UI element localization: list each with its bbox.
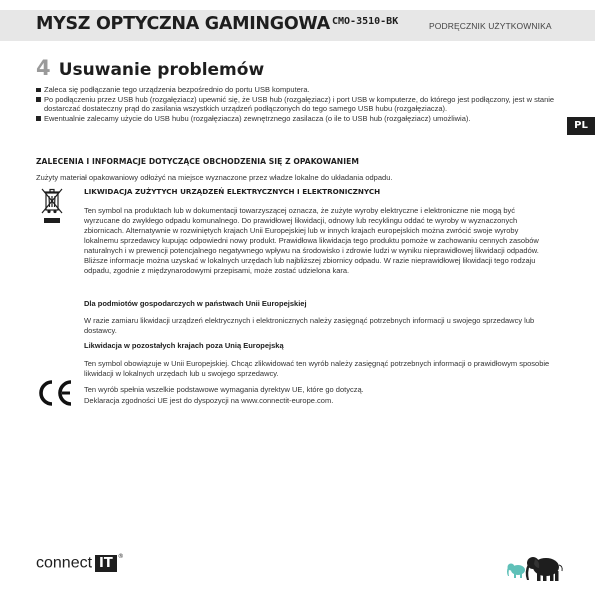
document-title: MYSZ OPTYCZNA GAMINGOWA: [36, 14, 330, 34]
language-badge: PL: [567, 117, 595, 135]
elephants-icon: [506, 552, 566, 582]
brand-badge: IT: [95, 555, 117, 572]
crossed-out-bin-icon: [40, 187, 64, 225]
weee-title: LIKWIDACJA ZUŻYTYCH URZĄDZEŃ ELEKTRYCZNYCH I ELEKTRONICZNYCH: [84, 187, 381, 196]
list-item: Po podłączeniu przez USB hub (rozgałęziacz) upewnić się, że USB hub (rozgałęziacz) i port USB w komputerze, do którego jest podłączony, jest w stanie dostarczać dostateczny prąd do zasilania wszystkich urządzeń podłączonych do tego samego USB hubu (rozgałęziacza).: [36, 95, 556, 114]
list-item: Zaleca się podłączanie tego urządzenia bezpośrednio do portu USB komputera.: [36, 85, 556, 95]
ce-mark-icon: [36, 378, 76, 408]
manual-label: PODRĘCZNIK UŻYTKOWNIKA: [429, 21, 552, 31]
section-title: Usuwanie problemów: [58, 60, 265, 80]
troubleshooting-list: [36, 85, 556, 123]
list-item: Ewentualnie zalecamy użycie do USB hubu (rozgałęziacza) zewnętrznego zasilacza (o ile to USB hub (rozgałęziacz) umożliwia).: [36, 114, 556, 124]
recommendations-title: ZALECENIA I INFORMACJE DOTYCZĄCE OBCHODZENIA SIĘ Z OPAKOWANIEM: [36, 157, 359, 166]
outside-eu-heading: Likwidacja w pozostałych krajach poza Unią Europejską: [84, 341, 284, 350]
eu-business-text: W razie zamiaru likwidacji urządzeń elektrycznych i elektronicznych należy zasięgnąć potrzebnych informacji u swojego sprzedawcy lub dostawcy.: [84, 316, 535, 335]
eu-business-heading: Dla podmiotów gospodarczych w państwach Unii Europejskiej: [84, 299, 307, 308]
weee-paragraph: Ten symbol na produktach lub w dokumentacji towarzyszącej oznacza, że zużyte wyroby elektryczne i elektroniczne nie mogą być wyrzucane do zwykłego odpadu komunalnego. Do prawidłowej likwidacji, odnowy lub recyklingu oddać te wyroby w wyznaczonych zbiornicach. Alternatywnie w rozwiniętych krajach Unii Europejskiej lub w innych krajach europejskich można zwrócić swoje wyroby lokalnemu sprzedawcy kupując odpowiedni nowy produkt. Prawidłowa likwidacja tego produktu pomoże w zachowaniu cennych zasobów naturalnych i w prewencji potencjalnego negatywnego wpływu na środowisko i zdrowie ludzi w wyniku nieprawidłowej likwidacji odpadów. Bliższe informacje można uzyskać w lokalnych urzędach lub najbliższej zbiornicy odpadu. W razie nieprawidłowej likwidacji tego rodzaju odpadu, zgodnie z międzynarodowymi przepisami, może zostać udzielona kara.: [84, 206, 539, 275]
model-number: CMO-3510-BK: [332, 16, 399, 27]
section-heading: [36, 56, 264, 80]
recommendations-intro: Zużyty materiał opakowaniowy odłożyć na miejsce wyznaczone przez władze lokalne do układania odpadu.: [36, 173, 393, 182]
outside-eu-text: Ten symbol obowiązuje w Unii Europejskiej. Chcąc zlikwidować ten wyrób należy zasięgnąć potrzebnych informacji o prawidłowym sposobie likwidacji w lokalnych urzędach lub u swojego sprzedawcy.: [84, 359, 550, 378]
brand-logo: [36, 553, 124, 575]
section-number: 4: [36, 56, 51, 80]
ce-declaration: Deklaracja zgodności UE jest do dyspozycji na www.connectit-europe.com.: [84, 396, 334, 405]
brand-registered-mark: ®: [117, 553, 124, 560]
ce-statement: Ten wyrób spełnia wszelkie podstawowe wymagania dyrektyw UE, które go dotyczą.: [84, 385, 364, 394]
brand-text: connect: [36, 554, 93, 572]
